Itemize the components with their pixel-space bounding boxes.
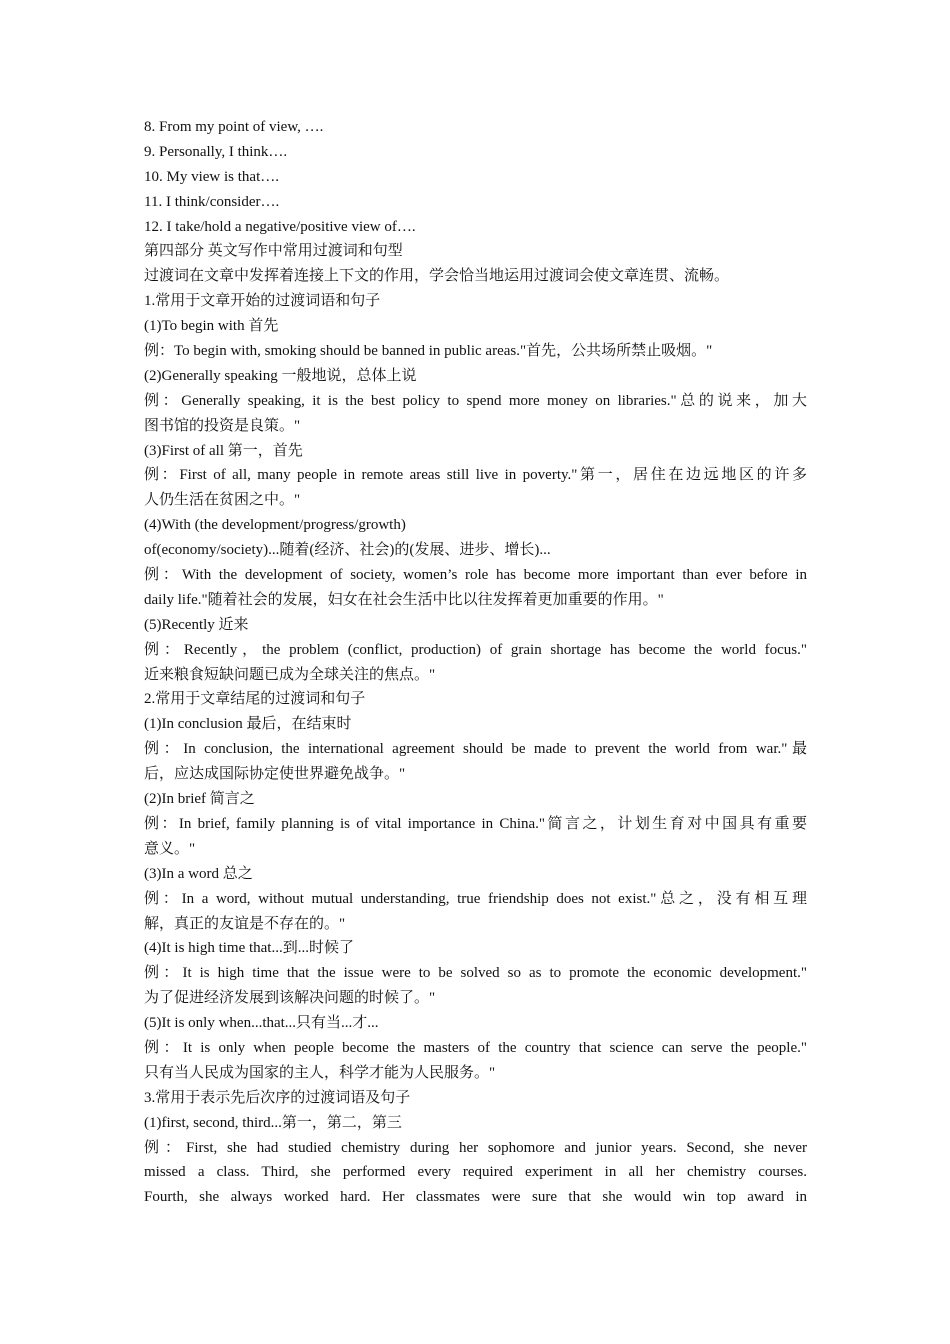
subsection-heading: 2.常用于文章结尾的过渡词和句子	[144, 691, 366, 708]
text-line: 8. From my point of view, ….	[144, 119, 324, 135]
example-line: 人仍生活在贫困之中。"	[144, 492, 301, 509]
example-line: 为了促进经济发展到该解决问题的时候了。"	[144, 990, 436, 1007]
text-line: 12. I take/hold a negative/positive view of….	[144, 218, 416, 235]
example-line: 只有当人民成为国家的主人，科学才能为人民服务。"	[144, 1064, 496, 1081]
example-line: 意义。"	[144, 840, 196, 857]
text-line: (5)It is only when...that...只有当...才...	[144, 1015, 379, 1032]
example-line: 后，应达成国际协定使世界避免战争。"	[144, 766, 406, 783]
example-line: 例：First of all, many people in remote areas still live in poverty."第一，居住在边远地区的许多	[144, 467, 807, 484]
text-line: 11. I think/consider….	[144, 193, 280, 210]
text-line: (3)First of all 第一，首先	[144, 442, 303, 459]
text-line: (1)first, second, third...第一，第二，第三	[144, 1114, 402, 1131]
text-line: (5)Recently 近来	[144, 616, 249, 633]
example-line: 例：In a word, without mutual understanding, true friendship does not exist."总之，没有相互理	[144, 890, 807, 907]
example-line: 例：It is high time that the issue were to be solved so as to promote the economic development."	[144, 965, 807, 982]
text-line: 9. Personally, I think….	[144, 143, 288, 160]
example-line: 例：It is only when people become the masters of the country that science can serve the people."	[144, 1039, 807, 1056]
example-line: daily life."随着社会的发展，妇女在社会生活中比以往发挥着更加重要的作用。"	[144, 591, 664, 608]
example-line: 例：To begin with, smoking should be banned in public areas."首先，公共场所禁止吸烟。"	[144, 343, 713, 360]
section-heading: 第四部分 英文写作中常用过渡词和句型	[144, 243, 403, 260]
text-line: (1)In conclusion 最后，在结束时	[144, 716, 352, 733]
text-line: (3)In a word 总之	[144, 865, 253, 882]
text-line: 过渡词在文章中发挥着连接上下文的作用，学会恰当地运用过渡词会使文章连贯、流畅。	[144, 268, 730, 285]
text-line: of(economy/society)...随着(经济、社会)的(发展、进步、增长)...	[144, 542, 551, 559]
example-line: 例：In brief, family planning is of vital importance in China."简言之，计划生育对中国具有重要	[144, 815, 807, 832]
subsection-heading: 1.常用于文章开始的过渡词语和句子	[144, 293, 381, 310]
subsection-heading: 3.常用于表示先后次序的过渡词语及句子	[144, 1089, 411, 1106]
document-page	[144, 115, 807, 1210]
example-line: 例：With the development of society, women’s role has become more important than ever before in	[144, 567, 807, 584]
text-line: 10. My view is that….	[144, 168, 279, 185]
text-line: (2)Generally speaking 一般地说，总体上说	[144, 367, 417, 384]
text-line: (4)With (the development/progress/growth)	[144, 517, 406, 534]
text-line: (2)In brief 简言之	[144, 791, 255, 808]
text-line: (1)To begin with 首先	[144, 318, 279, 335]
example-line: missed a class. Third, she performed every required experiment in all her chemistry courses.	[144, 1164, 807, 1181]
example-line: 例：In conclusion, the international agreement should be made to prevent the world from war."最	[144, 741, 807, 758]
example-line: 例：First, she had studied chemistry during her sophomore and junior years. Second, she never	[144, 1139, 807, 1156]
example-line: 近来粮食短缺问题已成为全球关注的焦点。"	[144, 666, 436, 683]
example-line: 例：Recently，the problem (conflict, production) of grain shortage has become the world focus."	[144, 641, 807, 658]
example-line: 图书馆的投资是良策。"	[144, 417, 301, 434]
example-line: 例：Generally speaking, it is the best policy to spend more money on libraries."总的说来，加大	[144, 392, 807, 409]
example-line: Fourth, she always worked hard. Her classmates were sure that she would win top award in	[144, 1189, 807, 1206]
example-line: 解，真正的友谊是不存在的。"	[144, 915, 346, 932]
text-line: (4)It is high time that...到...时候了	[144, 940, 354, 957]
